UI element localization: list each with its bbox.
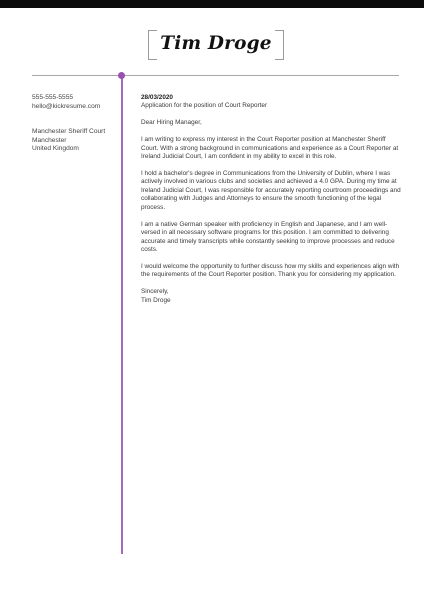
name-header <box>148 30 284 60</box>
horizontal-divider <box>32 75 399 76</box>
letter-subject: Application for the position of Court Reporter <box>141 102 268 110</box>
signature: Tim Droge <box>141 296 171 304</box>
paragraph-skills: I am a native German speaker with proficiency in English and Japanese, and I am well-versed in all necessary software programs for this position. I am committed to delivering accurate and timely transcripts while constantly seeking to improve processes and reduce costs. <box>141 220 395 254</box>
recipient-name: Manchester Sheriff Court <box>32 128 106 135</box>
recipient-city: Manchester <box>32 136 67 144</box>
letter-body <box>141 94 403 305</box>
top-bar <box>0 0 424 8</box>
email-address: hello@kickresume.com <box>32 102 101 110</box>
recipient-country: United Kingdom <box>32 145 79 153</box>
vertical-divider <box>121 76 123 554</box>
divider-dot <box>118 72 125 79</box>
right-bracket <box>275 30 284 60</box>
paragraph-education: I hold a bachelor's degree in Communications from the University of Dublin, where I was actively involved in various clubs and societies and achieved a 4.0 GPA. During my time at Ireland Judicial Court, I was responsible for accurately reporting courtroom proceedings and collaborating with Judges and Attorneys to ensure the smooth functioning of the legal process. <box>141 170 401 211</box>
paragraph-intro: I am writing to express my interest in the Court Reporter position at Manchester Sheriff Court. With a strong background in communications and experience as a Court Reporter at Ireland Judicial Court, I am confident in my ability to excel in this role. <box>141 136 399 161</box>
applicant-name: Tim Droge <box>160 33 272 54</box>
recipient-block <box>32 128 118 154</box>
paragraph-closing: I would welcome the opportunity to further discuss how my skills and experiences align with the requirements of the Court Reporter position. Thank you for considering my application. <box>141 262 400 279</box>
salutation: Dear Hiring Manager, <box>141 119 202 127</box>
closing: Sincerely, <box>141 288 169 296</box>
contact-block <box>32 94 118 111</box>
phone-number: 555-555-5555 <box>32 94 74 101</box>
letter-date: 28/03/2020 <box>141 94 173 101</box>
